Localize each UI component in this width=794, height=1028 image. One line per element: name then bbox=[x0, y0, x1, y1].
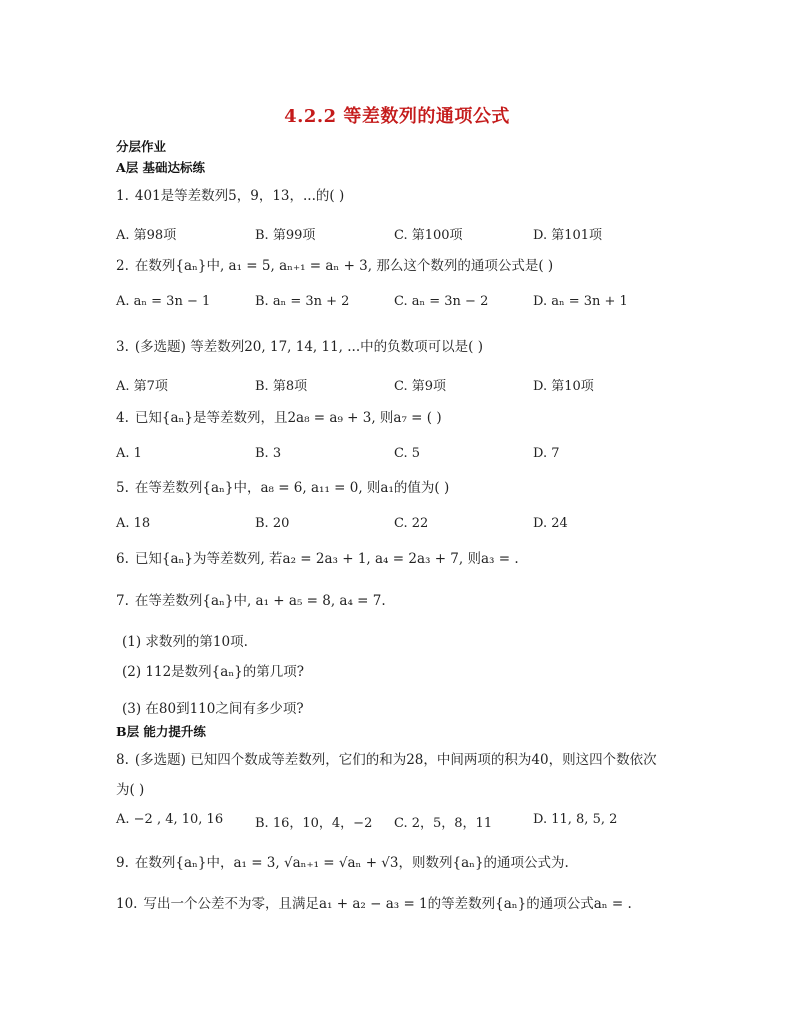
question-1-options bbox=[116, 224, 716, 244]
question-3 bbox=[116, 335, 483, 355]
question-text: 在等差数列{aₙ}中, a₁ + a₅ = 8, a₄ = 7. bbox=[134, 593, 386, 609]
option-c: C. 第9项 bbox=[394, 379, 447, 394]
option-b: B. 20 bbox=[255, 516, 290, 531]
question-text: 在等差数列{aₙ}中，a₈ = 6, a₁₁ = 0, 则a₁的值为( ) bbox=[134, 480, 450, 496]
question-text: 在数列{aₙ}中，a₁ = 3, √aₙ₊₁ = √aₙ + √3，则数列{aₙ}的通项公式为. bbox=[134, 855, 569, 871]
question-7 bbox=[116, 589, 386, 609]
question-number: 4. bbox=[116, 410, 129, 426]
question-5 bbox=[116, 476, 449, 496]
question-4-options bbox=[116, 446, 716, 466]
option-d: D. 第10项 bbox=[533, 379, 594, 394]
question-number: 7. bbox=[116, 593, 129, 609]
question-1 bbox=[116, 184, 344, 204]
option-c: C. aₙ = 3n − 2 bbox=[394, 294, 489, 309]
option-b: B. 第99项 bbox=[255, 228, 316, 243]
question-number: 8. bbox=[116, 752, 129, 768]
question-9 bbox=[116, 851, 569, 871]
question-text: 在数列{aₙ}中, a₁ = 5, aₙ₊₁ = aₙ + 3, 那么这个数列的通项公式是( ) bbox=[134, 258, 554, 274]
option-d: D. 7 bbox=[533, 446, 560, 461]
option-b: B. 16，10，4，−2 bbox=[255, 816, 373, 831]
question-10 bbox=[116, 892, 632, 912]
section-homework: 分层作业 bbox=[116, 139, 167, 154]
question-8-continuation: 为( ) bbox=[116, 782, 145, 798]
question-number: 10. bbox=[116, 896, 138, 912]
question-number: 2. bbox=[116, 258, 129, 274]
option-b: B. 第8项 bbox=[255, 379, 308, 394]
question-number: 6. bbox=[116, 551, 129, 567]
option-c: C. 5 bbox=[394, 446, 421, 461]
question-4 bbox=[116, 406, 442, 426]
question-8 bbox=[116, 748, 657, 768]
question-7-part-3: (3) 在80到110之间有多少项? bbox=[122, 701, 304, 717]
question-2 bbox=[116, 254, 553, 274]
question-text: 已知{aₙ}是等差数列，且2a₈ = a₉ + 3, 则a₇ = ( ) bbox=[134, 410, 442, 426]
section-b-header: B层 能力提升练 bbox=[116, 724, 206, 739]
page-title: 4.2.2 等差数列的通项公式 bbox=[284, 106, 510, 127]
question-text: (多选题) 等差数列20, 17, 14, 11, ...中的负数项可以是( ) bbox=[134, 339, 483, 355]
question-5-options bbox=[116, 516, 716, 536]
option-c: C. 2，5，8，11 bbox=[394, 816, 493, 831]
question-text: 已知{aₙ}为等差数列, 若a₂ = 2a₃ + 1, a₄ = 2a₃ + 7, 则a₃ = . bbox=[134, 551, 519, 567]
option-d: D. 11, 8, 5, 2 bbox=[533, 812, 618, 827]
question-number: 9. bbox=[116, 855, 129, 871]
option-c: C. 22 bbox=[394, 516, 429, 531]
question-number: 5. bbox=[116, 480, 129, 496]
option-a: A. 第98项 bbox=[116, 228, 177, 243]
question-6 bbox=[116, 547, 519, 567]
option-d: D. 第101项 bbox=[533, 228, 603, 243]
section-a-header: A层 基础达标练 bbox=[116, 160, 206, 175]
option-b: B. 3 bbox=[255, 446, 282, 461]
option-d: D. aₙ = 3n + 1 bbox=[533, 294, 628, 309]
question-text: (多选题) 已知四个数成等差数列，它们的和为28，中间两项的积为40，则这四个数依次 bbox=[134, 752, 657, 768]
question-8-options bbox=[116, 812, 716, 832]
question-number: 3. bbox=[116, 339, 129, 355]
option-a: A. 第7项 bbox=[116, 379, 168, 394]
question-text: 写出一个公差不为零，且满足a₁ + a₂ − a₃ = 1的等差数列{aₙ}的通项公式aₙ = . bbox=[143, 896, 632, 912]
question-2-options bbox=[116, 294, 716, 314]
option-b: B. aₙ = 3n + 2 bbox=[255, 294, 350, 309]
option-a: A. aₙ = 3n − 1 bbox=[116, 294, 211, 309]
option-a: A. 18 bbox=[116, 516, 151, 531]
option-a: A. −2 , 4, 10, 16 bbox=[116, 812, 224, 827]
question-text: 401是等差数列5，9，13，...的( ) bbox=[134, 188, 345, 204]
question-3-options bbox=[116, 375, 716, 395]
option-a: A. 1 bbox=[116, 446, 142, 461]
option-d: D. 24 bbox=[533, 516, 568, 531]
option-c: C. 第100项 bbox=[394, 228, 463, 243]
question-7-part-1: (1) 求数列的第10项. bbox=[122, 634, 248, 650]
question-7-part-2: (2) 112是数列{aₙ}的第几项? bbox=[122, 664, 304, 680]
question-number: 1. bbox=[116, 188, 129, 204]
